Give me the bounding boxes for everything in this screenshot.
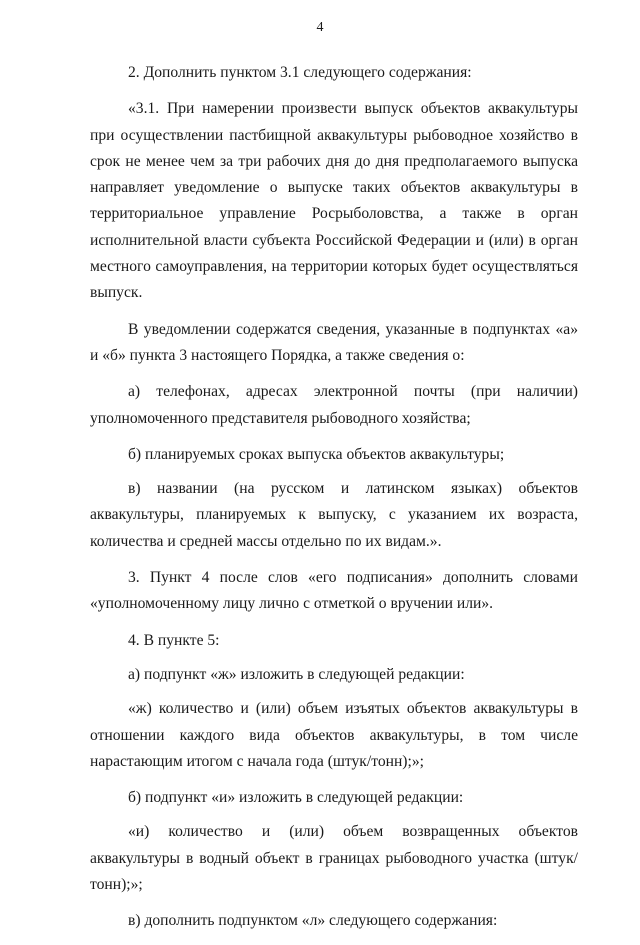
paragraph-subitem-a: а) телефонах, адресах электронной почты (при наличии) уполномоченного представителя рыбоводного хозяйства; — [90, 383, 578, 427]
paragraph-subitem-i: «и) количество и (или) объем возвращенных объектов аквакультуры в водный объект в границах рыбоводного участка (штук/тонн);»; — [90, 823, 578, 894]
paragraph-item-2: 2. Дополнить пунктом 3.1 следующего содержания: — [128, 64, 472, 81]
paragraph-item-4-v: в) дополнить подпунктом «л» следующего содержания: — [128, 912, 498, 930]
paragraph-clause-3-1: «3.1. При намерении произвести выпуск объектов аквакультуры при осуществлении пастбищной аквакультуры рыбоводное хозяйство в срок не менее чем за три рабочих дня до дня предполагаемого выпуска направляет уведомление о выпуске таких объектов аквакультуры в территориальное управление Росрыболовства, а также в орган исполнительной власти субъекта Российской Федерации и (или) в орган местного самоуправления, на территории которых будет осуществляться выпуск. — [90, 100, 578, 302]
paragraph-item-4: 4. В пункте 5: — [128, 631, 220, 649]
paragraph-item-4-a: а) подпункт «ж» изложить в следующей редакции: — [128, 665, 465, 683]
paragraph-subitem-zh: «ж) количество и (или) объем изъятых объектов аквакультуры в отношении каждого вида объектов аквакультуры, в том числе нарастающим итогом с начала года (штук/тонн);»; — [90, 700, 578, 770]
document-body — [90, 60, 578, 945]
paragraph-item-3: 3. Пункт 4 после слов «его подписания» дополнить словами «уполномоченному лицу лично с отметкой о вручении или». — [90, 569, 578, 613]
paragraph-item-4-b: б) подпункт «и» изложить в следующей редакции: — [128, 789, 464, 807]
page-number: 4 — [316, 20, 324, 35]
paragraph-subitem-b: б) планируемых сроках выпуска объектов аквакультуры; — [128, 445, 505, 463]
paragraph-notification-contents: В уведомлении содержатся сведения, указанные в подпунктах «а» и «б» пункта 3 настоящего Порядка, а также сведения о: — [90, 320, 578, 364]
paragraph-subitem-v: в) названии (на русском и латинском языках) объектов аквакультуры, планируемых к выпуску, с указанием их возраста, количества и средней массы отдельно по их видам.». — [90, 480, 578, 550]
